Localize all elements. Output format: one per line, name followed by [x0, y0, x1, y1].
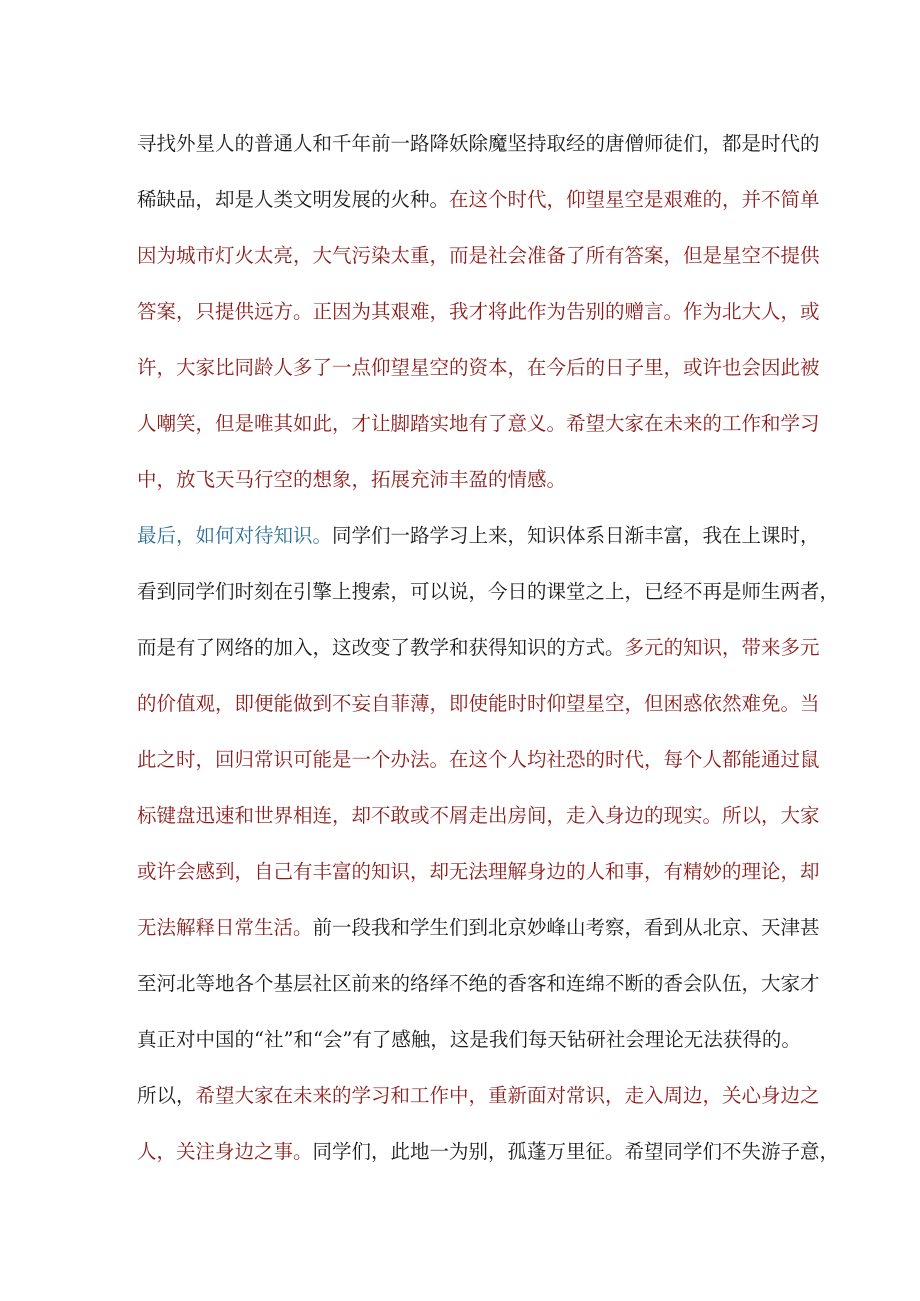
- body-text: 而是有了网络的加入，这改变了教学和获得知识的方式。: [137, 636, 625, 659]
- body-text: 寻找外星人的普通人和千年前一路降妖除魔坚持取经的唐僧师徒们，都是时代的: [137, 132, 820, 155]
- emphasis-text: 希望大家在未来的学习和工作中，重新面对常识，走入周边，关心身边之: [195, 1084, 820, 1107]
- text-line: [137, 240, 820, 272]
- section-heading: 最后，如何对待知识。: [137, 524, 333, 547]
- text-line: [137, 800, 820, 832]
- emphasis-text: 此之时，回归常识可能是一个办法。在这个人均社恐的时代，每个人都能通过鼠: [137, 748, 820, 771]
- text-line: [137, 520, 820, 552]
- emphasis-text: 无法解释日常生活。: [137, 916, 313, 939]
- body-text: 同学们一路学习上来，知识体系日渐丰富，我在上课时，: [332, 524, 820, 547]
- text-line: [137, 1136, 840, 1168]
- text-line: [137, 408, 820, 440]
- emphasis-text: 人嘲笑，但是唯其如此，才让脚踏实地有了意义。希望大家在未来的工作和学习: [137, 412, 820, 435]
- text-line: [137, 1024, 801, 1056]
- body-text: 同学们，此地一为别，孤蓬万里征。希望同学们不失游子意，: [312, 1140, 840, 1163]
- text-line: [137, 744, 820, 776]
- emphasis-text: 人，关注身边之事。: [137, 1140, 313, 1163]
- text-line: [137, 184, 820, 216]
- body-text: 稀缺品，却是人类文明发展的火种。: [137, 188, 450, 211]
- text-line: [137, 1080, 820, 1112]
- body-text: 至河北等地各个基层社区前来的络绎不绝的香客和连绵不断的香会队伍，大家才: [137, 972, 820, 995]
- text-line: [137, 856, 820, 888]
- text-line: [137, 352, 820, 384]
- text-line: [137, 296, 820, 328]
- text-line: [137, 632, 820, 664]
- emphasis-text: 答案，只提供远方。正因为其艰难，我才将此作为告别的赠言。作为北大人，或: [137, 300, 820, 323]
- text-line: [137, 464, 797, 496]
- body-text: 前一段我和学生们到北京妙峰山考察，看到从北京、天津甚: [312, 916, 820, 939]
- body-text: 看到同学们时刻在引擎上搜索，可以说，今日的课堂之上，已经不再是师生两者，: [137, 580, 840, 603]
- emphasis-text: 中，放飞天马行空的想象，拓展充沛丰盈的情感。: [137, 468, 567, 491]
- emphasis-text: 的价值观，即便能做到不妄自菲薄，即使能时时仰望星空，但困惑依然难免。当: [137, 692, 820, 715]
- emphasis-text: 许，大家比同龄人多了一点仰望星空的资本，在今后的日子里，或许也会因此被: [137, 356, 820, 379]
- text-line: [137, 688, 820, 720]
- text-line: [137, 576, 840, 608]
- emphasis-text: 多元的知识，带来多元: [624, 636, 820, 659]
- emphasis-text: 标键盘迅速和世界相连，却不敢或不屑走出房间，走入身边的现实。所以，大家: [137, 804, 820, 827]
- text-line: [137, 968, 820, 1000]
- text-line: [137, 128, 820, 160]
- emphasis-text: 因为城市灯火太亮，大气污染太重，而是社会准备了所有答案，但是星空不提供: [137, 244, 820, 267]
- emphasis-text: 在这个时代，仰望星空是艰难的，并不简单: [449, 188, 820, 211]
- body-text: 所以，: [137, 1084, 196, 1107]
- body-text: 真正对中国的“社”和“会”有了感触，这是我们每天钻研社会理论无法获得的。: [137, 1028, 801, 1051]
- emphasis-text: 或许会感到，自己有丰富的知识，却无法理解身边的人和事，有精妙的理论，却: [137, 860, 820, 883]
- text-line: [137, 912, 820, 944]
